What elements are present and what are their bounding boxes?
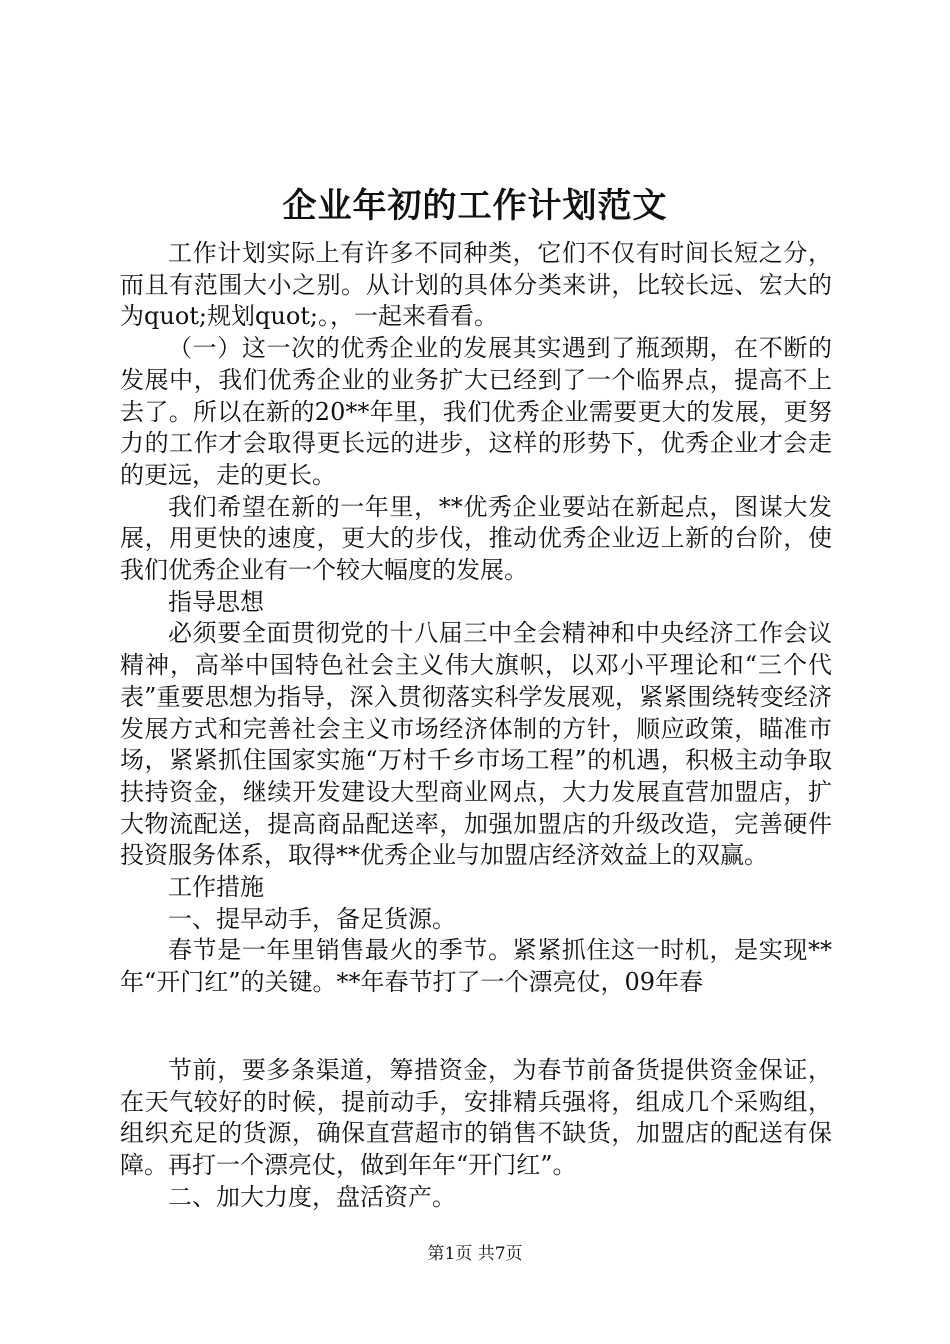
heading-work-measures: 工作措施 — [168, 873, 264, 902]
paragraph-spring-festival: 春节是一年里销售最火的季节。紧紧抓住这一时机，是实现**年“开门红”的关键。**年春节打了一个漂亮仗，09年春 — [120, 936, 832, 997]
document-title: 企业年初的工作计划范文 — [282, 186, 668, 226]
heading-guiding-thought: 指导思想 — [168, 587, 264, 616]
paragraph-spring-festival-continued: 节前，要多条渠道，筹措资金，为春节前备货提供资金保证，在天气较好的时候，提前动手，安排精兵强将，组成几个采购组，组织充足的货源，确保直营超市的销售不缺货，加盟店的配送有保障。再打一个漂亮仗，做到年年“开门红”。 — [120, 1055, 832, 1179]
paragraph-hope: 我们希望在新的一年里，**优秀企业要站在新起点，图谋大发展，用更快的速度，更大的步伐，推动优秀企业迈上新的台阶，使我们优秀企业有一个较大幅度的发展。 — [120, 492, 832, 585]
page-footer: 第1页 共7页 — [427, 1244, 523, 1264]
document-body — [120, 238, 832, 1213]
line-gap — [120, 999, 832, 1055]
heading-measure-one: 一、提早动手，备足货源。 — [168, 904, 456, 933]
paragraph-bottleneck: （一）这一次的优秀企业的发展其实遇到了瓶颈期，在不断的发展中，我们优秀企业的业务扩大已经到了一个临界点，提高不上去了。所以在新的20**年里，我们优秀企业需要更大的发展，更努力的工作才会取得更长远的进步，这样的形势下，优秀企业才会走的更远，走的更长。 — [120, 334, 832, 489]
paragraph-guiding-thought: 必须要全面贯彻党的十八届三中全会精神和中央经济工作会议精神，高举中国特色社会主义伟大旗帜，以邓小平理论和“三个代表”重要思想为指导，深入贯彻落实科学发展观，紧紧围绕转变经济发展方式和完善社会主义市场经济体制的方针，顺应政策，瞄准市场，紧紧抓住国家实施“万村千乡市场工程”的机遇，积极主动争取扶持资金，继续开发建设大型商业网点，大力发展直营加盟店，扩大物流配送，提高商品配送率，加强加盟店的升级改造，完善硬件投资服务体系，取得**优秀企业与加盟店经济效益上的双赢。 — [120, 619, 832, 870]
paragraph-intro: 工作计划实际上有许多不同种类，它们不仅有时间长短之分，而且有范围大小之别。从计划的具体分类来讲，比较长远、宏大的为quot;规划quot;。，一起来看看。 — [120, 239, 832, 331]
heading-measure-two: 二、加大力度，盘活资产。 — [168, 1182, 456, 1211]
